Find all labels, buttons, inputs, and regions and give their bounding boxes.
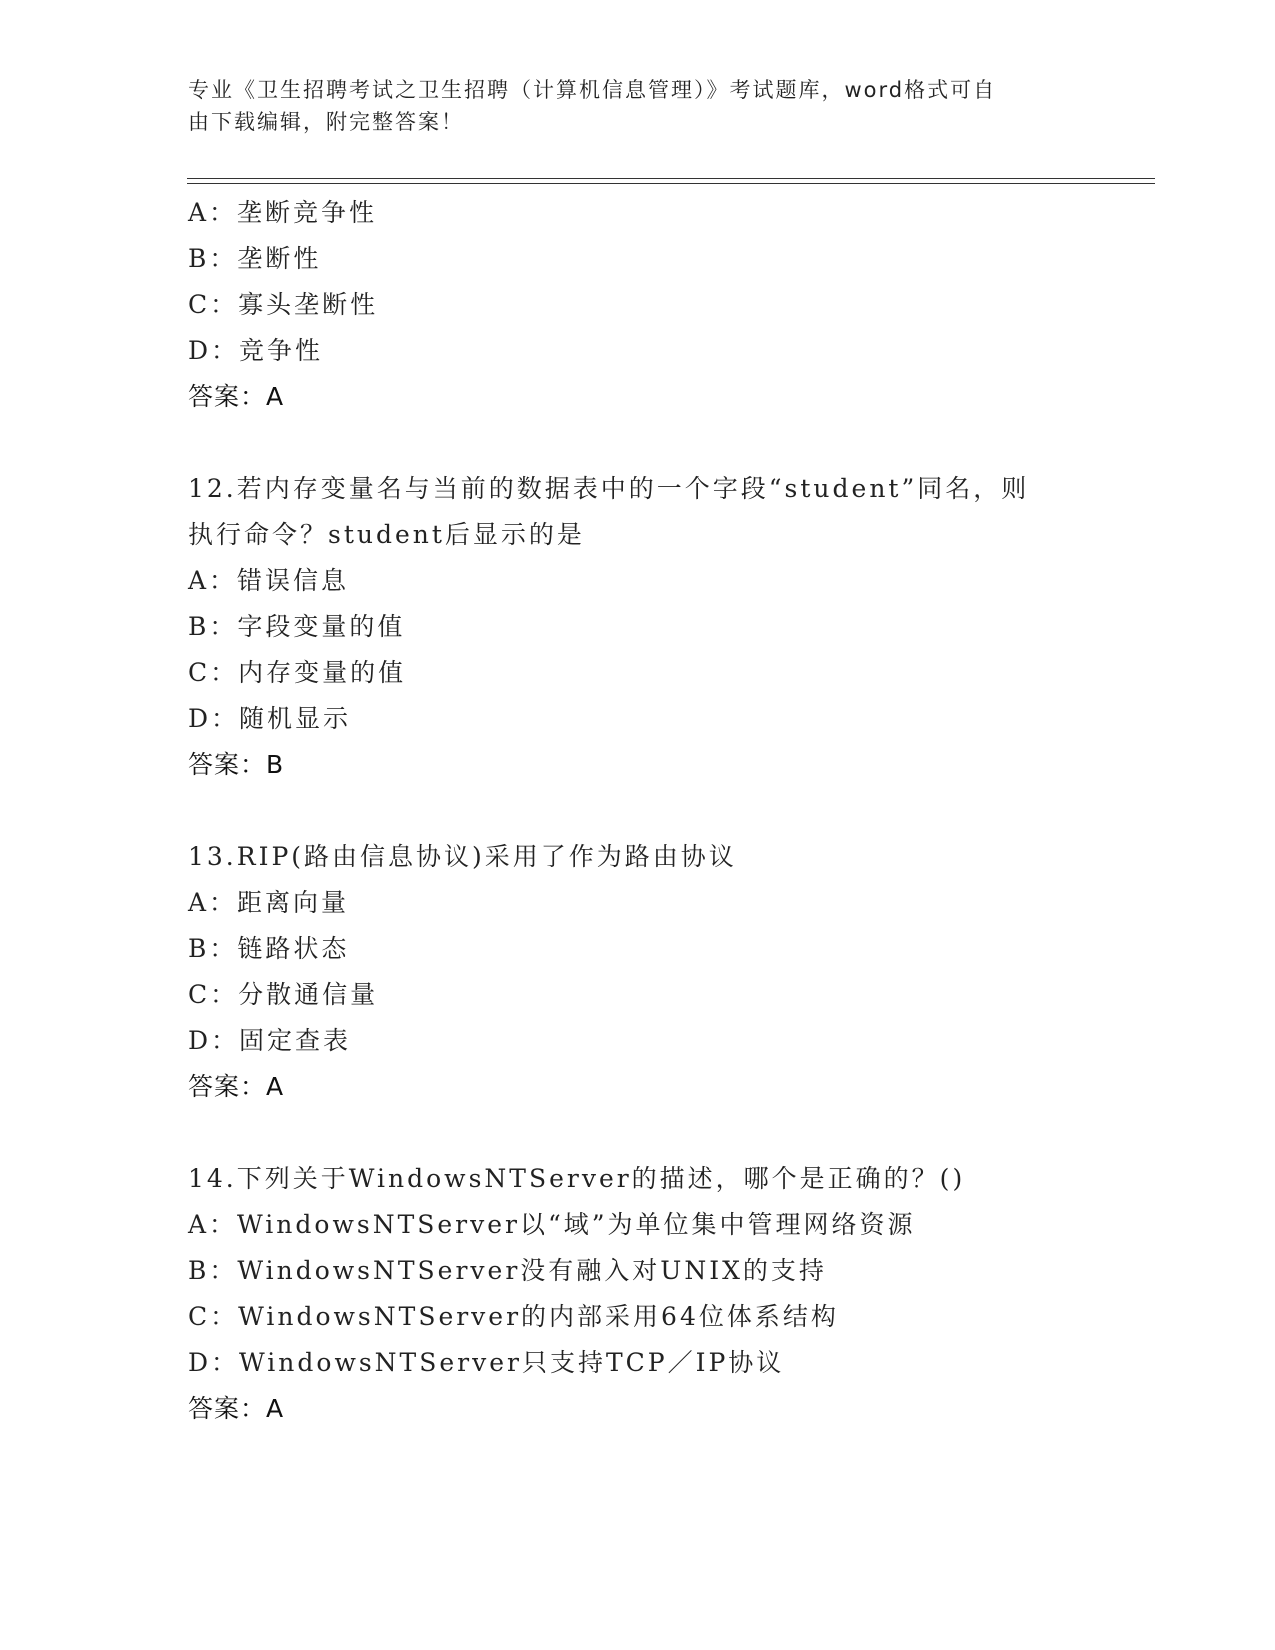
document-header [188, 74, 1068, 138]
option-c: C：WindowsNTServer的内部采用64位体系结构 [188, 1302, 839, 1331]
answer-line: 答案：A [188, 1394, 285, 1423]
option-d: D：固定查表 [188, 1026, 352, 1055]
option-a: A：WindowsNTServer以“域”为单位集中管理网络资源 [188, 1210, 916, 1239]
option-d: D：随机显示 [188, 704, 352, 733]
answer-line: 答案：A [188, 382, 285, 411]
question-stem: 13.RIP(路由信息协议)采用了作为路由协议 [188, 842, 737, 871]
answer-line: 答案：A [188, 1072, 285, 1101]
option-d: D：竞争性 [188, 336, 324, 365]
question-stem-continued: 执行命令？student后显示的是 [188, 520, 585, 549]
header-line-2: 由下载编辑，附完整答案！ [188, 110, 464, 134]
question-stem: 14.下列关于WindowsNTServer的描述，哪个是正确的？() [188, 1164, 966, 1193]
option-d: D：WindowsNTServer只支持TCP／IP协议 [188, 1348, 785, 1377]
header-rule-bottom [187, 183, 1155, 184]
option-c: C：寡头垄断性 [188, 290, 379, 319]
question-block [188, 1156, 1148, 1432]
question-block [188, 190, 1148, 420]
option-a: A：错误信息 [188, 566, 350, 595]
option-a: A：距离向量 [188, 888, 350, 917]
option-b: B：垄断性 [188, 244, 322, 273]
answer-line: 答案：B [188, 750, 285, 779]
header-rule-top [187, 178, 1155, 179]
question-block [188, 834, 1148, 1110]
option-b: B：字段变量的值 [188, 612, 406, 641]
option-a: A：垄断竞争性 [188, 198, 378, 227]
question-block [188, 466, 1148, 788]
question-stem: 12.若内存变量名与当前的数据表中的一个字段“student”同名，则 [188, 474, 1030, 503]
option-c: C：内存变量的值 [188, 658, 407, 687]
option-b: B：链路状态 [188, 934, 350, 963]
question-list [188, 190, 1148, 1432]
option-c: C：分散通信量 [188, 980, 379, 1009]
header-line-1: 专业《卫生招聘考试之卫生招聘（计算机信息管理）》考试题库，word格式可自 [188, 78, 997, 102]
option-b: B：WindowsNTServer没有融入对UNIX的支持 [188, 1256, 827, 1285]
